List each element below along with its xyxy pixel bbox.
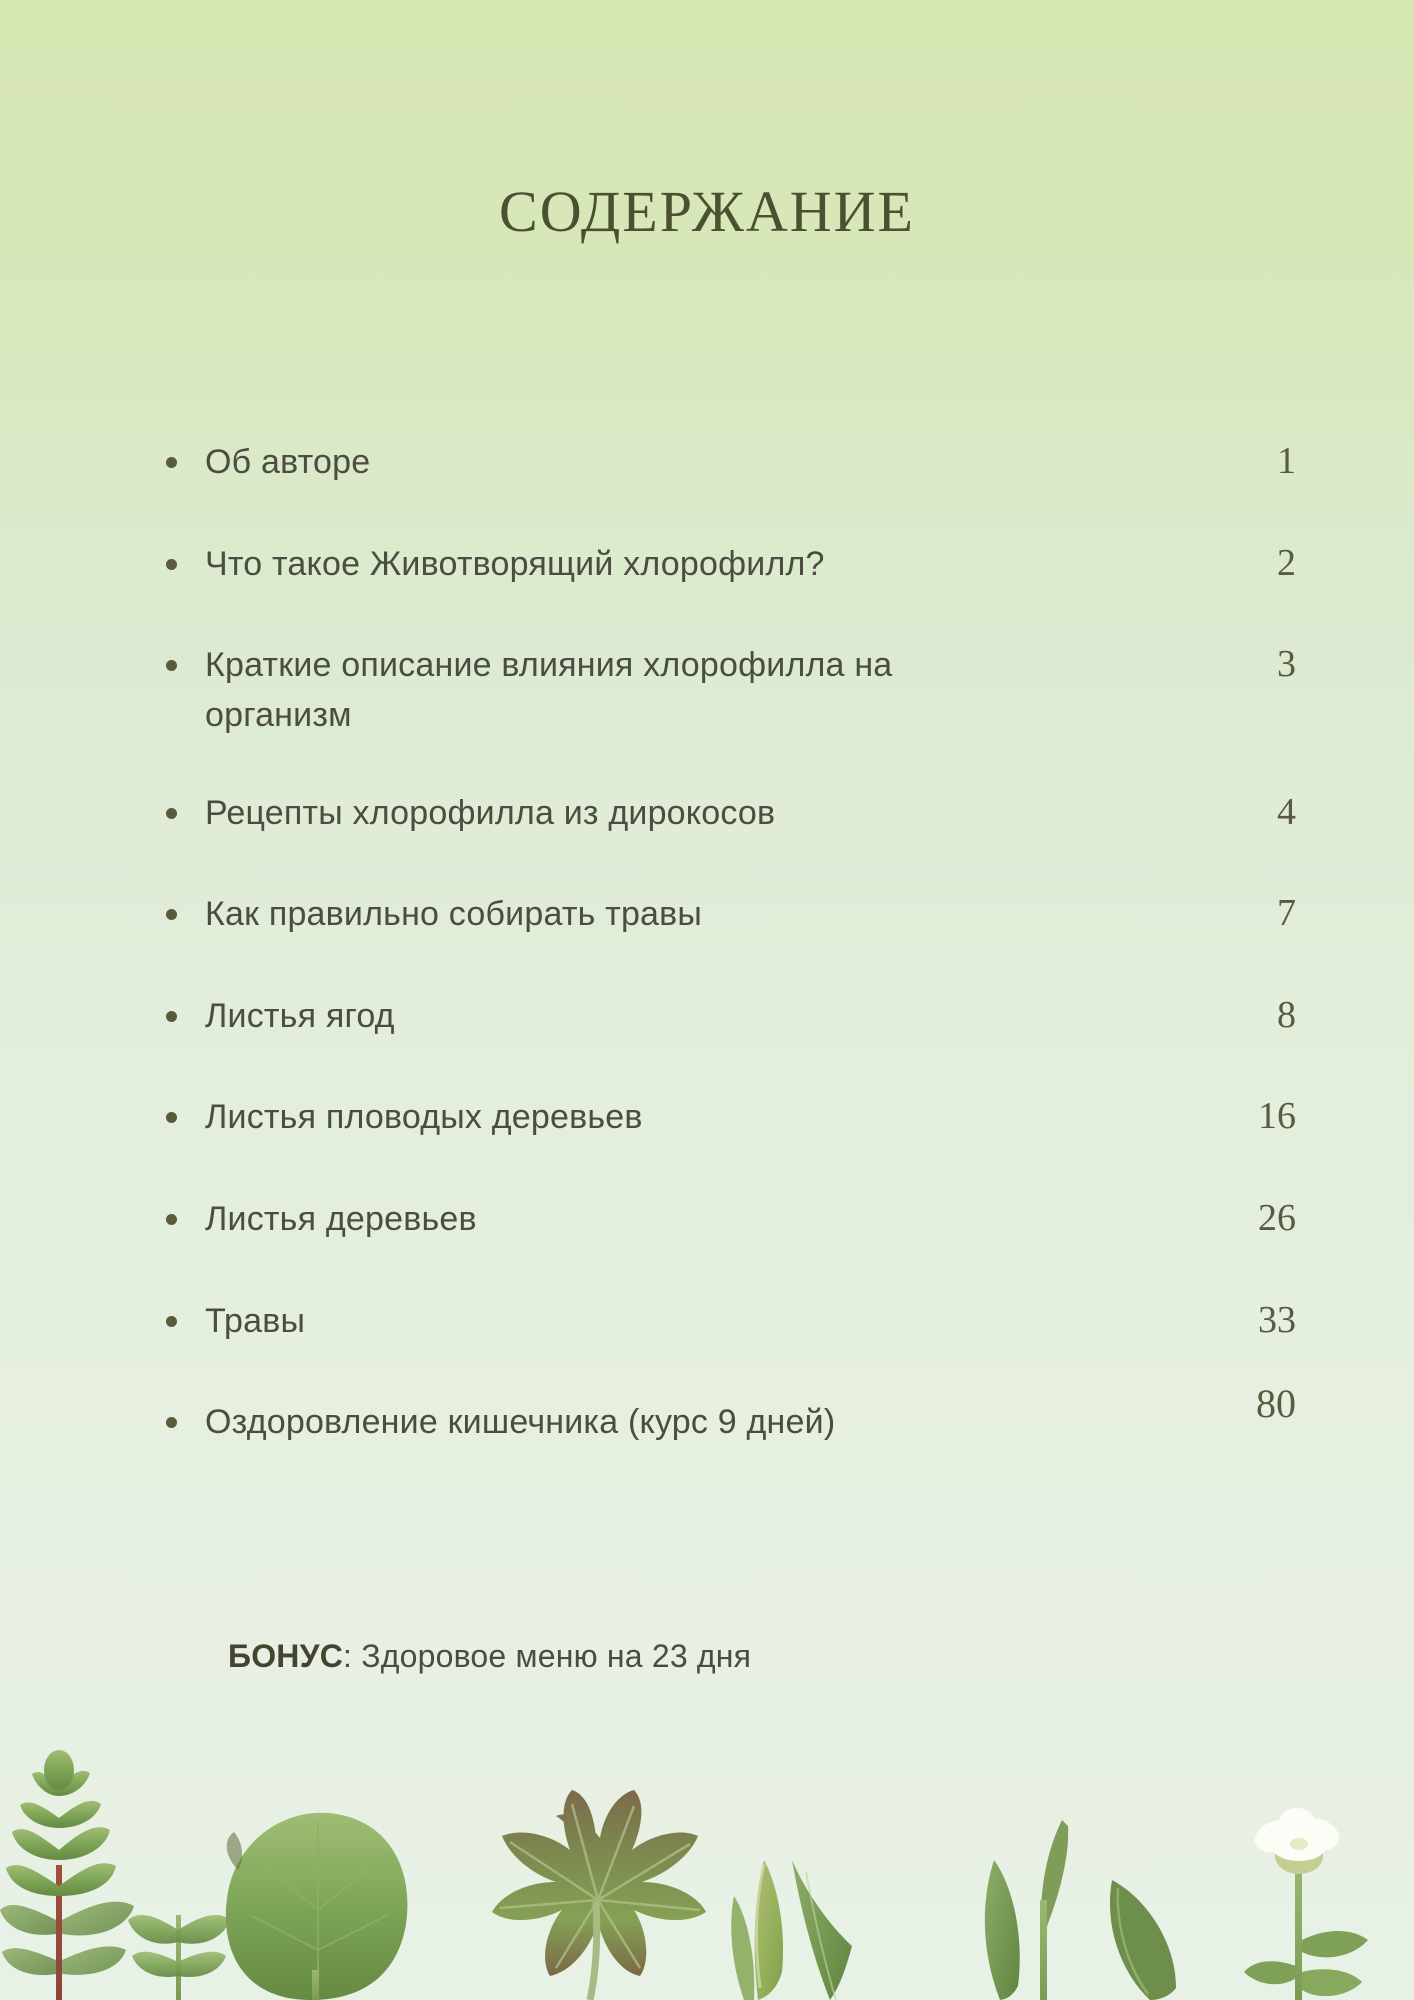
white-flower-plant bbox=[1244, 1808, 1368, 2000]
bud-sprout-plant bbox=[731, 1860, 783, 2000]
toc-page-number: 8 bbox=[1277, 993, 1296, 1036]
toc-row[interactable] bbox=[166, 890, 1296, 940]
toc-entry[interactable] bbox=[166, 540, 825, 590]
toc-entry[interactable] bbox=[166, 1093, 643, 1143]
toc-row[interactable] bbox=[166, 641, 1296, 740]
toc-item-label: Травы bbox=[205, 1301, 306, 1340]
bullet-icon bbox=[166, 660, 177, 671]
toc-row[interactable] bbox=[166, 1381, 1296, 1448]
toc-page-number: 7 bbox=[1277, 892, 1296, 935]
toc-item-label: Краткие описание влияния хлорофилла на организм bbox=[205, 646, 893, 734]
oval-leaf-plant bbox=[985, 1820, 1176, 2000]
toc-row[interactable] bbox=[166, 540, 1296, 590]
bonus-note bbox=[228, 1638, 751, 1675]
toc-item-label: Как правильно собирать травы bbox=[205, 895, 703, 934]
toc-entry[interactable] bbox=[166, 1398, 835, 1448]
bullet-icon bbox=[166, 1316, 177, 1327]
toc-entry[interactable] bbox=[166, 1297, 305, 1347]
toc-row[interactable] bbox=[166, 789, 1296, 839]
toc-item-label: Листья ягод bbox=[205, 996, 395, 1035]
bullet-icon bbox=[166, 1112, 177, 1123]
bullet-icon bbox=[166, 909, 177, 920]
bullet-icon bbox=[166, 808, 177, 819]
toc-entry[interactable] bbox=[166, 1195, 477, 1245]
table-of-contents bbox=[166, 438, 1296, 1488]
round-leaf-plant bbox=[226, 1813, 408, 2000]
plant-photo-strip bbox=[0, 1710, 1414, 2000]
bullet-icon bbox=[166, 1011, 177, 1022]
toc-item-label: Оздоровление кишечника (курс 9 дней) bbox=[205, 1403, 836, 1442]
toc-page-number: 80 bbox=[1256, 1381, 1296, 1427]
toc-page-number: 2 bbox=[1277, 541, 1296, 584]
fern-sprig-plant bbox=[0, 1750, 134, 2000]
page-title: СОДЕРЖАНИЕ bbox=[499, 179, 915, 244]
bullet-icon bbox=[166, 559, 177, 570]
toc-item-label: Рецепты хлорофилла из дирокосов bbox=[205, 793, 776, 832]
bonus-label: БОНУС bbox=[228, 1638, 344, 1674]
plant-illustration bbox=[0, 1710, 1414, 2000]
toc-row[interactable] bbox=[166, 438, 1296, 488]
toc-item-label: Что такое Животворящий хлорофилл? bbox=[205, 544, 825, 583]
bullet-icon bbox=[166, 1417, 177, 1428]
toc-page-number: 4 bbox=[1277, 790, 1296, 833]
toc-entry[interactable] bbox=[166, 641, 905, 740]
geranium-leaf-plant bbox=[492, 1790, 706, 2000]
toc-row[interactable] bbox=[166, 992, 1296, 1042]
toc-row[interactable] bbox=[166, 1195, 1296, 1245]
toc-entry[interactable] bbox=[166, 992, 395, 1042]
toc-page-number: 26 bbox=[1258, 1197, 1296, 1239]
bullet-icon bbox=[166, 1214, 177, 1225]
bonus-text: : Здоровое меню на 23 дня bbox=[343, 1638, 752, 1674]
fern-sprig-plant bbox=[128, 1915, 230, 2000]
toc-entry[interactable] bbox=[166, 789, 775, 839]
toc-item-label: Листья деревьев bbox=[205, 1200, 477, 1238]
toc-entry[interactable] bbox=[166, 438, 370, 488]
grass-blade-plant bbox=[792, 1860, 852, 2000]
toc-page-number: 1 bbox=[1277, 440, 1296, 482]
toc-page-number: 16 bbox=[1258, 1095, 1296, 1138]
toc-item-label: Листья пловодых деревьев bbox=[205, 1098, 643, 1137]
bullet-icon bbox=[166, 457, 177, 468]
toc-item-label: Об авторе bbox=[205, 443, 371, 481]
toc-entry[interactable] bbox=[166, 890, 702, 940]
toc-row[interactable] bbox=[166, 1093, 1296, 1143]
toc-page-number: 33 bbox=[1258, 1298, 1296, 1341]
toc-row[interactable] bbox=[166, 1297, 1296, 1347]
toc-page-number: 3 bbox=[1277, 643, 1296, 686]
